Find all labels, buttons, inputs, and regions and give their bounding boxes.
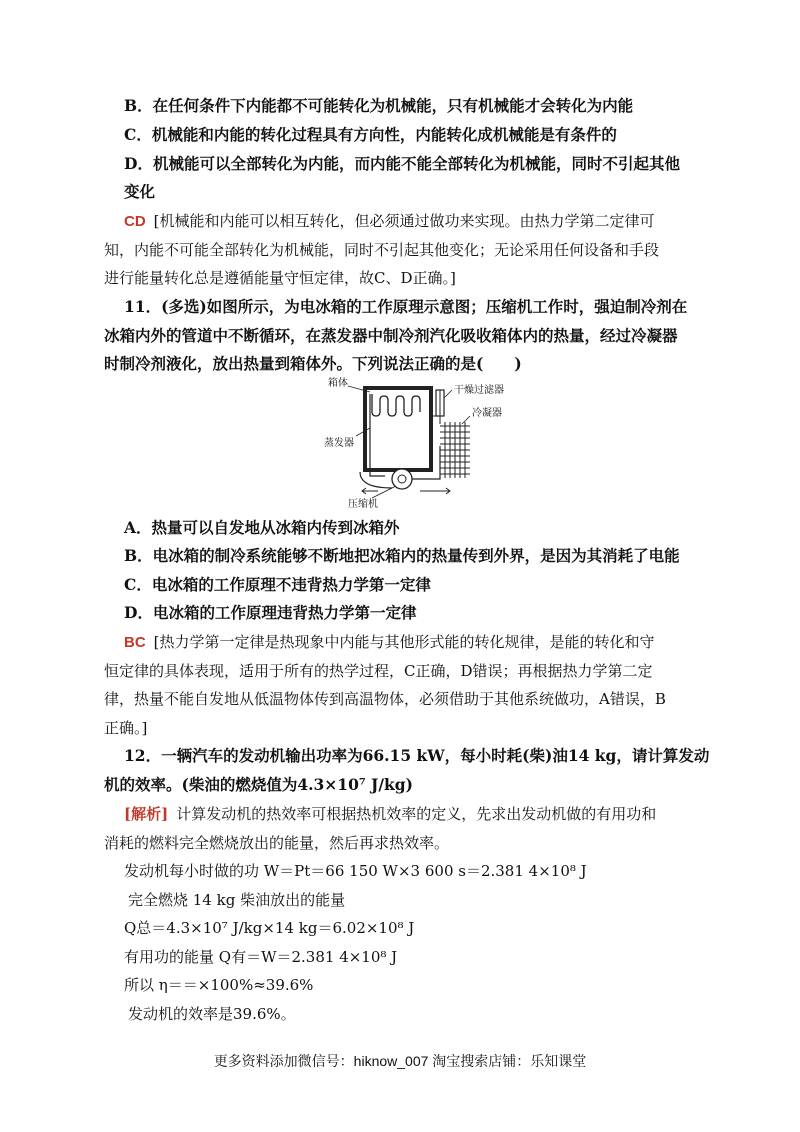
label-condenser: 冷凝器 bbox=[472, 408, 502, 419]
label-compressor: 压缩机 bbox=[348, 499, 378, 510]
flow-arrow-bottom bbox=[420, 488, 450, 494]
q12-explanation-line1 bbox=[124, 804, 656, 824]
q10-explanation-line1 bbox=[124, 211, 655, 232]
condenser-coil bbox=[440, 422, 470, 478]
q11-explanation-line3: 律，热量不能自发地从低温物体传到高温物体，必须借助于其他系统做功，A错误，B bbox=[104, 690, 666, 708]
flow-arrow-left bbox=[362, 488, 378, 494]
q10-option-d-line1: D．机械能可以全部转化为内能，而内能不能全部转化为机械能，同时不引起其他 bbox=[124, 154, 680, 173]
leader-condenser bbox=[462, 416, 470, 424]
q12-calc-useful-energy: 有用功的能量 Q有＝W＝2.381 4×10⁸ J bbox=[124, 948, 398, 966]
compressor-outer bbox=[392, 469, 412, 489]
q12-explanation-line2: 消耗的燃料完全燃烧放出的能量，然后再求热效率。 bbox=[104, 834, 450, 852]
q12-calc-work: 发动机每小时做的功 W＝Pt＝66 150 W×3 600 s＝2.381 4×10⁸ J bbox=[124, 862, 587, 880]
q11-answer: BC bbox=[124, 634, 146, 651]
label-evaporator: 蒸发器 bbox=[324, 438, 354, 449]
q11-explanation-line1 bbox=[124, 632, 655, 653]
q10-explanation-line3: 进行能量转化总是遵循能量守恒定律，故C、D正确。] bbox=[104, 269, 456, 287]
compressor-pipe bbox=[412, 446, 440, 479]
page-footer: 更多资料添加微信号：hiknow_007 淘宝搜索店铺：乐知课堂 bbox=[213, 1053, 587, 1069]
q11-stem-line2: 冰箱内外的管道中不断循环，在蒸发器中制冷剂汽化吸收箱体内的热量，经过冷凝器 bbox=[104, 326, 678, 345]
q12-conclusion: 发动机的效率是39.6%。 bbox=[128, 1005, 296, 1023]
q11-option-d: D．电冰箱的工作原理违背热力学第一定律 bbox=[124, 603, 417, 622]
q11-option-a: A．热量可以自发地从冰箱内传到冰箱外 bbox=[124, 518, 400, 537]
label-dryer: 干燥过滤器 bbox=[454, 385, 504, 396]
q11-option-c: C．电冰箱的工作原理不违背热力学第一定律 bbox=[124, 575, 431, 594]
q12-calc-total-heat: Q总＝4.3×10⁷ J/kg×14 kg＝6.02×10⁸ J bbox=[124, 919, 415, 937]
q11-option-b: B．电冰箱的制冷系统能够不断地把冰箱内的热量传到外界，是因为其消耗了电能 bbox=[124, 546, 680, 565]
q10-option-b: B．在任何条件下内能都不可能转化为机械能，只有机械能才会转化为内能 bbox=[124, 96, 634, 115]
q11-expl-text1: [热力学第一定律是热现象中内能与其他形式能的转化规律，是能的转化和守 bbox=[153, 633, 655, 651]
q12-analysis-tag: [解析] bbox=[124, 805, 169, 823]
return-pipe bbox=[360, 472, 392, 488]
refrigerator-diagram bbox=[300, 376, 510, 511]
q10-explanation-line2: 知，内能不可能全部转化为机械能，同时不引起其他变化；无论采用任何设备和手段 bbox=[104, 241, 660, 259]
q10-answer: CD bbox=[124, 213, 146, 230]
q10-expl-text1: [机械能和内能可以相互转化，但必须通过做功来实现。由热力学第二定律可 bbox=[153, 212, 655, 230]
fridge-box bbox=[365, 388, 431, 470]
evaporator-coil bbox=[372, 394, 420, 416]
q11-explanation-line2: 恒定律的具体表现，适用于所有的热学过程，C正确，D错误；再根据热力学第二定 bbox=[104, 662, 653, 680]
q11-explanation-line4: 正确。] bbox=[104, 719, 148, 737]
q12-calc-efficiency: 所以 η＝＝×100%≈39.6% bbox=[124, 976, 314, 994]
q12-expl-text1: 计算发动机的热效率可根据热机效率的定义，先求出发动机做的有用功和 bbox=[176, 805, 657, 823]
label-box: 箱体 bbox=[328, 378, 348, 389]
q11-stem-line3: 时制冷剂液化，放出热量到箱体外。下列说法正确的是( ) bbox=[104, 354, 522, 373]
q10-option-d-line2: 变化 bbox=[124, 182, 156, 201]
q10-option-c: C．机械能和内能的转化过程具有方向性，内能转化成机械能是有条件的 bbox=[124, 125, 617, 144]
leader-dryer bbox=[444, 390, 452, 398]
q11-stem-line1: 11．(多选)如图所示，为电冰箱的工作原理示意图；压缩机工作时，强迫制冷剂在 bbox=[124, 297, 688, 316]
q12-calc-heading: 完全燃烧 14 kg 柴油放出的能量 bbox=[128, 891, 346, 909]
q12-stem-line1: 12．一辆汽车的发动机输出功率为66.15 kW，每小时耗(柴)油14 kg，请计算发动 bbox=[124, 746, 710, 765]
q12-stem-line2: 机的效率。(柴油的燃烧值为4.3×10⁷ J/kg) bbox=[104, 775, 413, 794]
